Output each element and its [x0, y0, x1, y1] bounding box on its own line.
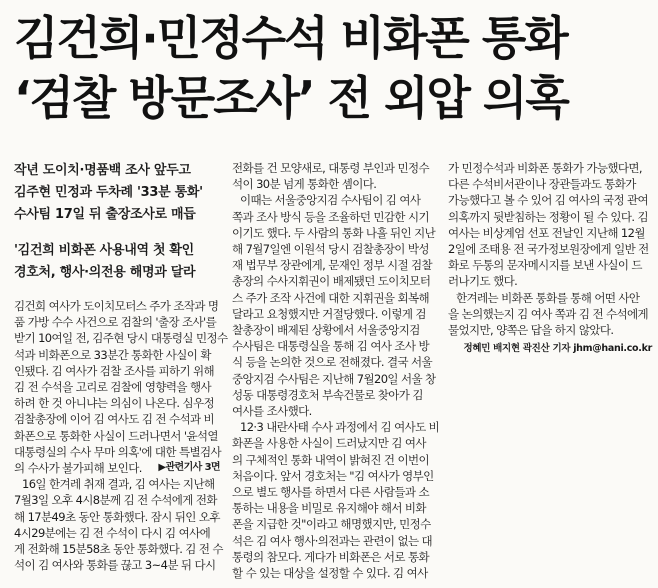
body-line: 이때는 서울중앙지검 수사팀이 김 여사 [240, 193, 421, 208]
body-line: 화폰으로 통화한 사실이 드러나면서 '윤석열 [14, 428, 218, 443]
subhead-2-line: 경호처, 행사·의전용 해명과 달라 [14, 265, 196, 280]
body-line: 폰을 지급한 것"이라고 해명했지만, 민정수 [232, 517, 431, 532]
body-line: 이기도 했다. 두 사람의 통화 나흘 뒤인 지난 [232, 225, 436, 240]
body-line: 하려 한 것 아니냐는 의심이 나온다. 심우정 [14, 396, 215, 411]
body-line: 해 17분49초 동안 통화했다. 잠시 뒤인 오후 [14, 509, 220, 524]
body-line: 여사를 조사했다. [232, 404, 312, 419]
body-line: 수사팀은 대통령실을 통해 김 여사 조사 방 [232, 339, 429, 354]
body-line: 4시29분에는 김 전 수석이 다시 김 여사에 [14, 525, 211, 540]
body-line: 해 7월7일엔 이원석 당시 검찰총장이 박성 [232, 242, 429, 257]
body-line: 물었지만, 양쪽은 답을 하지 않았다. [448, 323, 614, 338]
subhead-1-line: 작년 도이치·명품백 조사 앞두고 [14, 163, 191, 178]
body-line: 석은 김 여사 행사·의전과는 관련이 없는 대 [232, 533, 433, 548]
body-line: 을 논의했는지 김 여사 쪽과 김 전 수석에게 [448, 306, 649, 321]
body-line: 받기 10여일 전, 김주현 당시 대통령실 민정수 [14, 331, 228, 346]
body-line: 여사는 비상계엄 선포 전날인 지난해 12월 [448, 225, 645, 240]
body-line: 게 전화해 15분58초 동안 통화했다. 김 전 수 [14, 542, 223, 557]
body-line: 가능했다고 볼 수 있어 김 여사의 국정 관여 [448, 193, 649, 208]
body-line: 석이 30분 넘게 통화한 셈이다. [232, 177, 377, 192]
body-line: 통하는 내용을 비밀로 유지해야 해서 비화 [232, 501, 426, 516]
body-line: 한겨레는 비화폰 통화를 통해 어떤 사안 [456, 290, 640, 305]
article-body-col1 [14, 298, 228, 573]
body-line: 쪽과 조사 방식 등을 조율하던 민감한 시기 [232, 209, 429, 224]
body-line: 으로 별도 행사를 하면서 다른 사람들과 소 [232, 485, 429, 500]
body-line: 김건희 여사가 도이치모터스 주가 조작과 명 [14, 299, 219, 313]
body-line: 찰총장이 배제된 상황에서 서울중앙지검 [232, 323, 420, 338]
body-line: 석과 비화폰으로 33분간 통화한 사실이 확 [14, 347, 211, 362]
body-line: 스 주가 조작 사건에 대한 지휘권을 회복해 [232, 290, 429, 305]
body-line: 의 구체적인 통화 내역이 밝혀진 건 이번이 [232, 452, 429, 467]
body-line: 통령의 참모다. 게다가 비화폰은 서로 통화 [232, 549, 429, 564]
body-line: 화폰을 사용한 사실이 드러났지만 김 여사 [232, 436, 426, 451]
body-line: 처음이다. 앞서 경호처는 "김 여사가 영부인 [232, 468, 434, 483]
body-line: 16일 한겨레 취재 결과, 김 여사는 지난해 [22, 477, 215, 492]
body-line: 검찰총장에 이어 김 여사도 김 전 수석과 비 [14, 412, 215, 427]
body-line: 석이 김 여사와 통화를 끊고 3~4분 뒤 다시 [14, 558, 216, 573]
subhead-1-line: 김주현 민정과 두차례 '33분 통화' [14, 185, 203, 200]
body-line: 재 법무부 장관에게, 문재인 정부 시절 검찰 [232, 258, 433, 273]
headline-line-2: ‘검찰 방문조사’ 전 외압 의혹 [14, 71, 568, 125]
headline-line-1: 김건희·민정수석 비화폰 통화 [14, 11, 567, 65]
body-line: 품 가방 수수 사건으로 검찰의 '출장 조사'를 [14, 315, 217, 330]
headline [14, 8, 654, 128]
body-line: 총장의 수사지휘권이 배제됐던 도이치모터 [232, 274, 431, 289]
body-line: 러나기도 했다. [448, 274, 518, 289]
column-3 [448, 160, 652, 354]
column-1 [14, 160, 228, 573]
article-body-col3 [448, 160, 652, 338]
body-line: 의혹까지 뒷받침하는 정황이 될 수 있다. 김 [448, 209, 649, 224]
body-line: 다른 수석비서관이나 장관들과도 통화가 [448, 177, 636, 192]
body-line: 할 수 있는 대상을 설정할 수 있다. 김 여사 [232, 566, 428, 581]
article-body-col2 [232, 160, 440, 581]
subhead-1-line: 수사팀 17일 뒤 출장조사로 매듭 [14, 207, 196, 222]
body-line: 2일에 조태용 전 국가정보원장에게 일반 전 [448, 242, 649, 257]
body-line: 김 전 수석을 고리로 검찰에 영향력을 행사 [14, 380, 211, 395]
related-article-note: ▶관련기사 3면 [158, 462, 220, 474]
body-line: 인됐다. 김 여사가 검찰 조사를 피하기 위해 [14, 363, 215, 378]
body-line: 전화를 건 모양새로, 대통령 부인과 민정수 [232, 161, 429, 175]
body-line: 달라고 요청했지만 거절당했다. 이렇게 검 [232, 306, 426, 321]
body-line: 성동 대통령경호처 부속건물로 찾아가 김 [232, 387, 423, 402]
body-line-text: 의 수사가 불가피해 보인다. [14, 461, 142, 476]
subhead-1 [14, 160, 220, 226]
body-line: 가 민정수석과 비화폰 통화가 가능했다면, [448, 161, 642, 175]
body-line: 식 등을 논의한 것으로 전해졌다. 결국 서울 [232, 355, 433, 370]
body-line: 중앙지검 수사팀은 지난해 7월20일 서울 창 [232, 371, 436, 386]
byline: 정혜민 배지현 곽진산 기자 jhm@hani.co.kr [463, 343, 652, 355]
subhead-2 [14, 240, 220, 284]
column-2 [232, 160, 440, 581]
body-line [14, 460, 220, 476]
body-line: 대통령실의 수사 무마 의혹'에 대한 특별검사 [14, 444, 221, 459]
subhead-2-line: '김건희 비화폰 사용내역 첫 확인 [14, 243, 194, 258]
body-line: 7월3일 오후 4시8분께 김 전 수석에게 전화 [14, 493, 217, 508]
body-line: 화로 두통의 문자메시지를 보낸 사실이 드 [448, 258, 642, 273]
body-line: 12·3 내란사태 수사 과정에서 김 여사도 비 [240, 420, 440, 435]
